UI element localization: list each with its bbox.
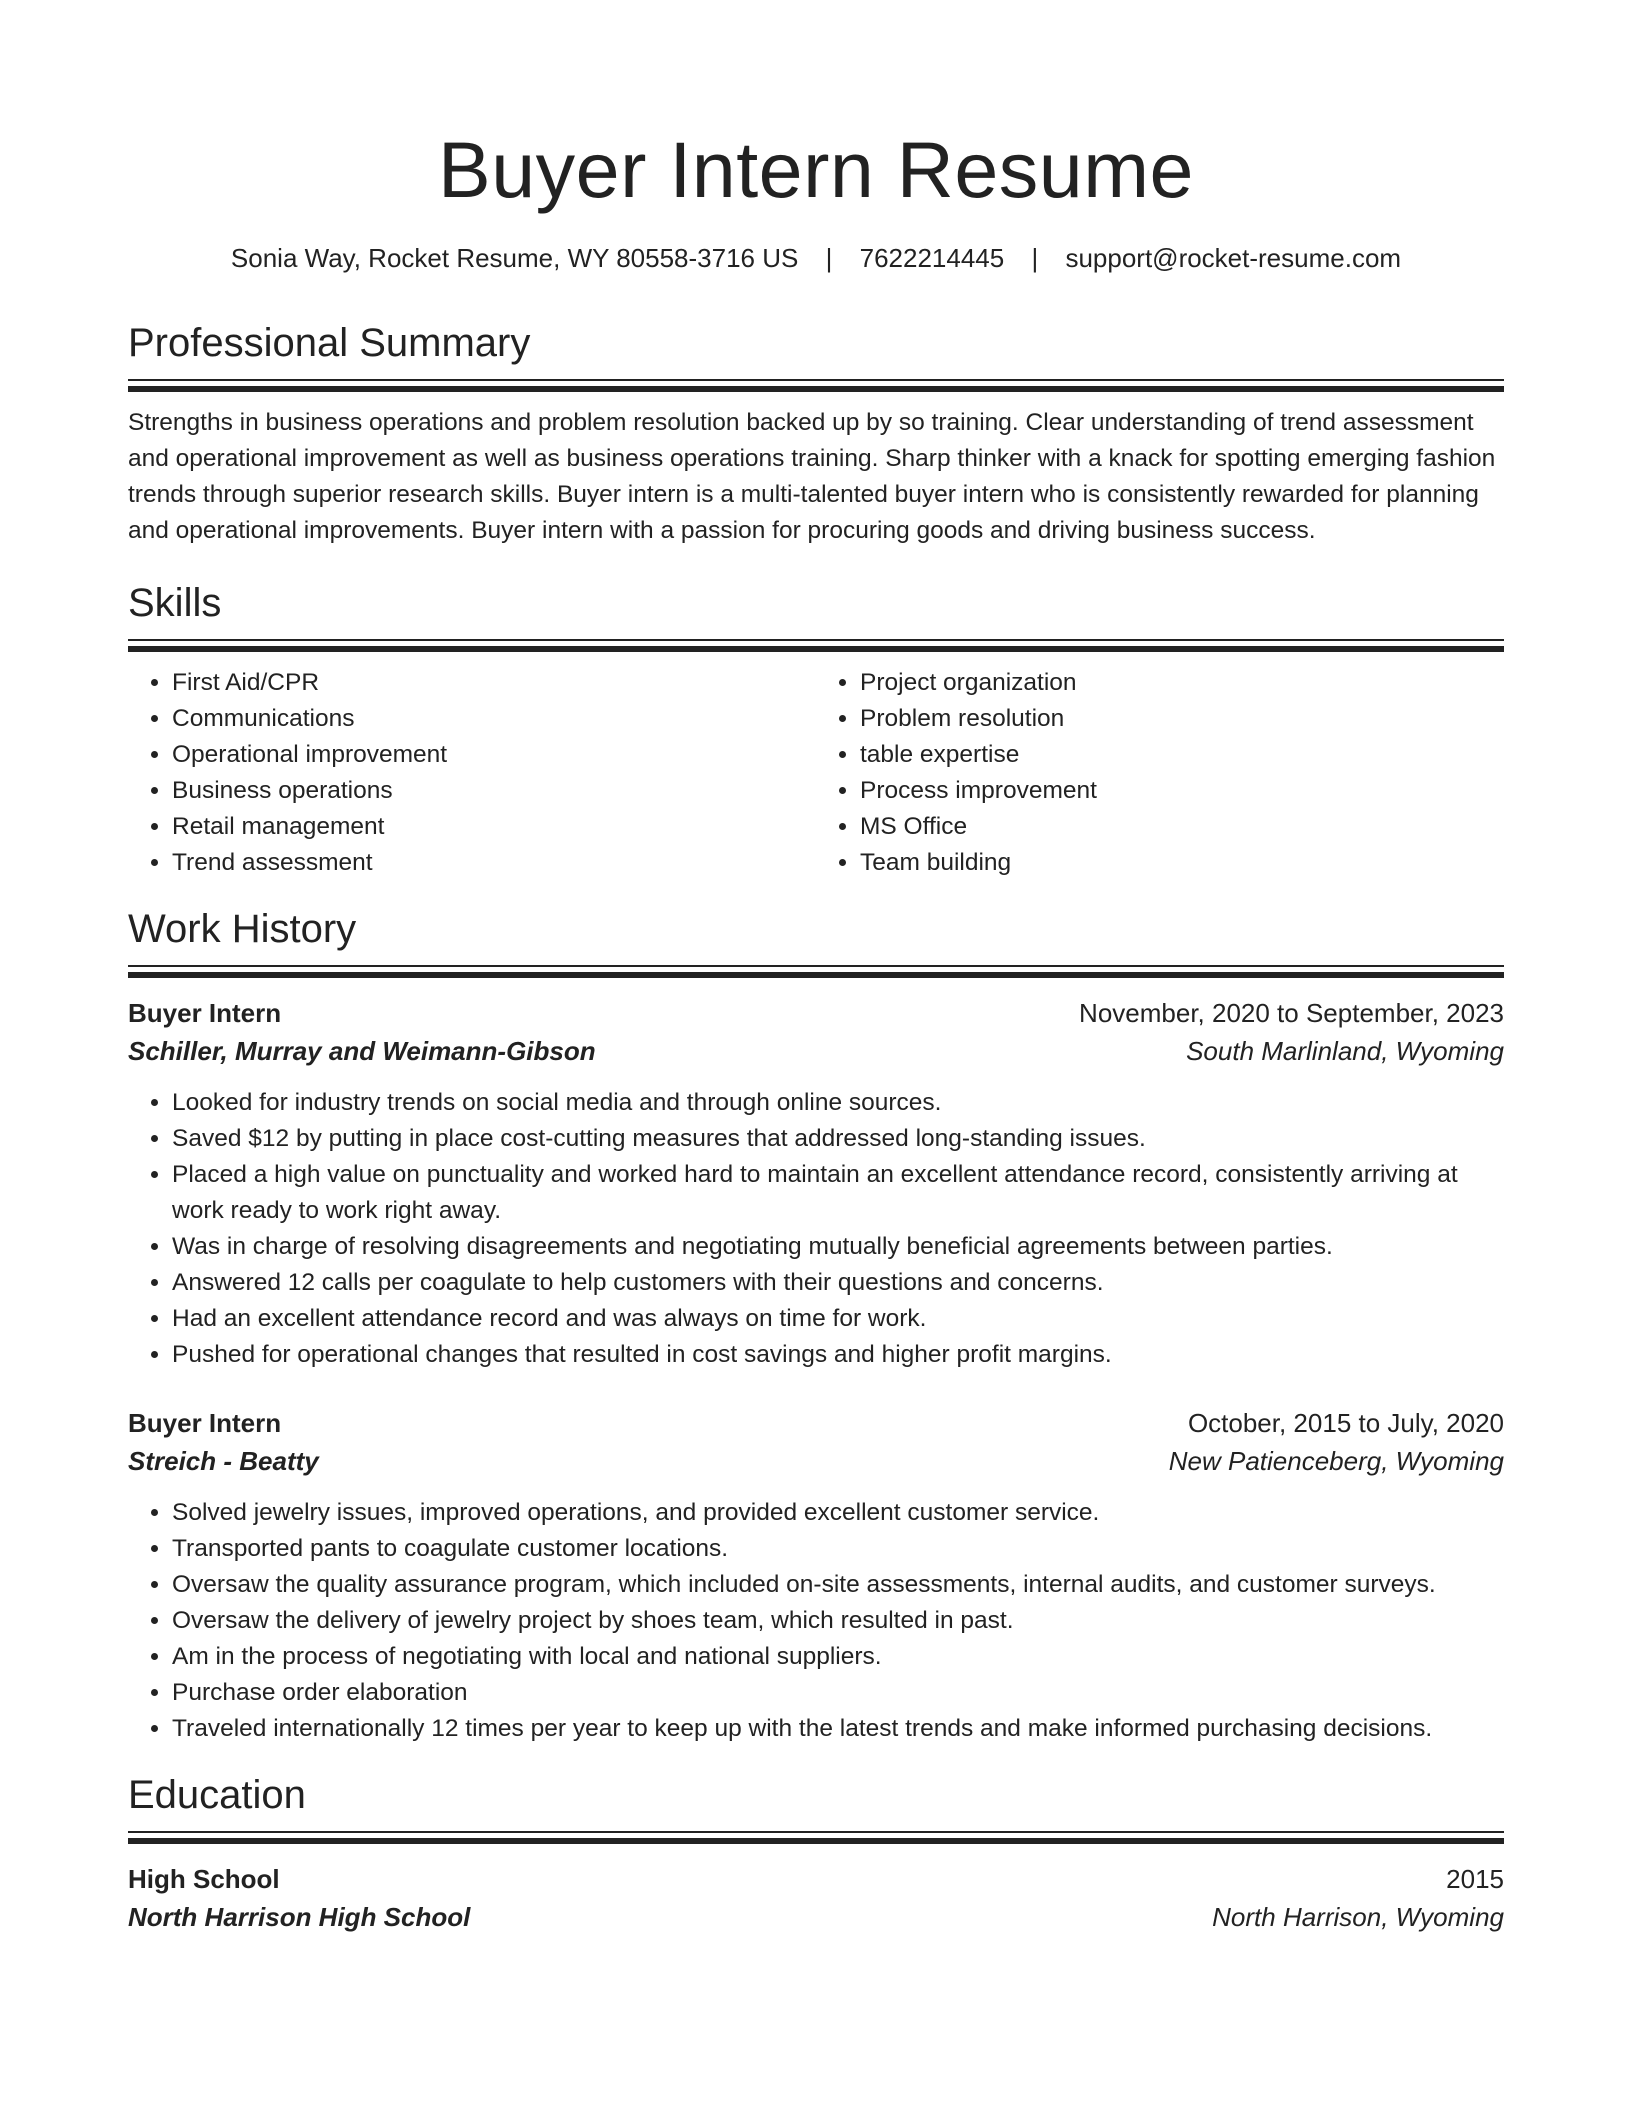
education-entry	[128, 1861, 1504, 1937]
skill-item: • Problem resolution	[860, 701, 1504, 737]
education-year: 2015	[1446, 1864, 1504, 1894]
job-title: Buyer Intern	[128, 998, 282, 1028]
skill-item: • Business operations	[172, 773, 816, 809]
resume-page	[128, 0, 1504, 1937]
education-school: North Harrison High School	[128, 1902, 471, 1932]
job-bullet: • Traveled internationally 12 times per year to keep up with the latest trends and make informed purchasing decisions.	[172, 1711, 1504, 1747]
job-bullet: • Purchase order elaboration	[172, 1675, 1504, 1711]
contact-phone: 7622214445	[859, 243, 1005, 273]
work-history-section	[128, 905, 1504, 1747]
section-divider	[128, 1831, 1504, 1843]
summary-text: Strengths in business operations and problem resolution backed up by so training. Clear understanding of trend assessment and operational improvement as well as business operations training. Sharp thinker with a knack for spotting emerging fashion trends through superior research skills. Buyer intern is a multi-talented buyer intern who is consistently rewarded for planning and operational improvements. Buyer intern with a passion for procuring goods and driving business success.	[128, 409, 1496, 544]
contact-separator: |	[825, 243, 833, 273]
education-location: North Harrison, Wyoming	[1212, 1902, 1504, 1932]
job-entry	[128, 1405, 1504, 1747]
job-bullet: • Looked for industry trends on social media and through online sources.	[172, 1085, 1504, 1121]
job-company: Schiller, Murray and Weimann-Gibson	[128, 1036, 596, 1066]
job-bullet: • Had an excellent attendance record and was always on time for work.	[172, 1301, 1504, 1337]
summary-heading: Professional Summary	[128, 321, 531, 365]
skill-item: • Operational improvement	[172, 737, 816, 773]
skills-column-left	[128, 665, 816, 881]
job-location: South Marlinland, Wyoming	[1186, 1036, 1504, 1066]
job-bullet: • Am in the process of negotiating with local and national suppliers.	[172, 1639, 1504, 1675]
section-divider	[128, 379, 1504, 391]
job-bullets	[128, 1495, 1504, 1747]
skill-item: • Process improvement	[860, 773, 1504, 809]
skills-list	[128, 665, 1504, 881]
job-bullet: • Placed a high value on punctuality and worked hard to maintain an excellent attendance record, consistently arriving at work ready to work right away.	[172, 1157, 1504, 1229]
contact-line	[128, 241, 1504, 275]
job-location: New Patienceberg, Wyoming	[1168, 1446, 1504, 1476]
contact-email: support@rocket-resume.com	[1065, 243, 1402, 273]
skill-item: • Retail management	[172, 809, 816, 845]
skill-item: • Communications	[172, 701, 816, 737]
skills-column-right	[816, 665, 1504, 881]
job-bullet: • Solved jewelry issues, improved operations, and provided excellent customer service.	[172, 1495, 1504, 1531]
contact-address: Sonia Way, Rocket Resume, WY 80558-3716 US	[230, 243, 799, 273]
skill-item: • First Aid/CPR	[172, 665, 816, 701]
skill-item: • MS Office	[860, 809, 1504, 845]
education-degree: High School	[128, 1864, 280, 1894]
contact-separator: |	[1031, 243, 1039, 273]
job-bullet: • Transported pants to coagulate customer locations.	[172, 1531, 1504, 1567]
job-bullet: • Answered 12 calls per coagulate to help customers with their questions and concerns.	[172, 1265, 1504, 1301]
skill-item: • Team building	[860, 845, 1504, 881]
resume-title: Buyer Intern Resume	[438, 125, 1194, 214]
job-title: Buyer Intern	[128, 1408, 282, 1438]
skill-item: • Trend assessment	[172, 845, 816, 881]
section-divider	[128, 639, 1504, 651]
skill-item: • Project organization	[860, 665, 1504, 701]
work-history-heading: Work History	[128, 907, 357, 951]
job-dates: November, 2020 to September, 2023	[1079, 998, 1504, 1028]
summary-section	[128, 319, 1504, 549]
section-divider	[128, 965, 1504, 977]
education-heading: Education	[128, 1773, 306, 1817]
job-bullet: • Saved $12 by putting in place cost-cutting measures that addressed long-standing issues.	[172, 1121, 1504, 1157]
skills-section	[128, 579, 1504, 881]
job-bullet: • Oversaw the quality assurance program, which included on-site assessments, internal audits, and customer surveys.	[172, 1567, 1504, 1603]
job-bullet: • Oversaw the delivery of jewelry project by shoes team, which resulted in past.	[172, 1603, 1504, 1639]
job-bullets	[128, 1085, 1504, 1373]
job-dates: October, 2015 to July, 2020	[1187, 1408, 1504, 1438]
skills-heading: Skills	[128, 581, 222, 625]
education-section	[128, 1771, 1504, 1937]
job-company: Streich - Beatty	[128, 1446, 319, 1476]
skill-item: • table expertise	[860, 737, 1504, 773]
job-bullet: • Pushed for operational changes that resulted in cost savings and higher profit margins.	[172, 1337, 1504, 1373]
job-bullet: • Was in charge of resolving disagreements and negotiating mutually beneficial agreements between parties.	[172, 1229, 1504, 1265]
job-entry	[128, 995, 1504, 1373]
